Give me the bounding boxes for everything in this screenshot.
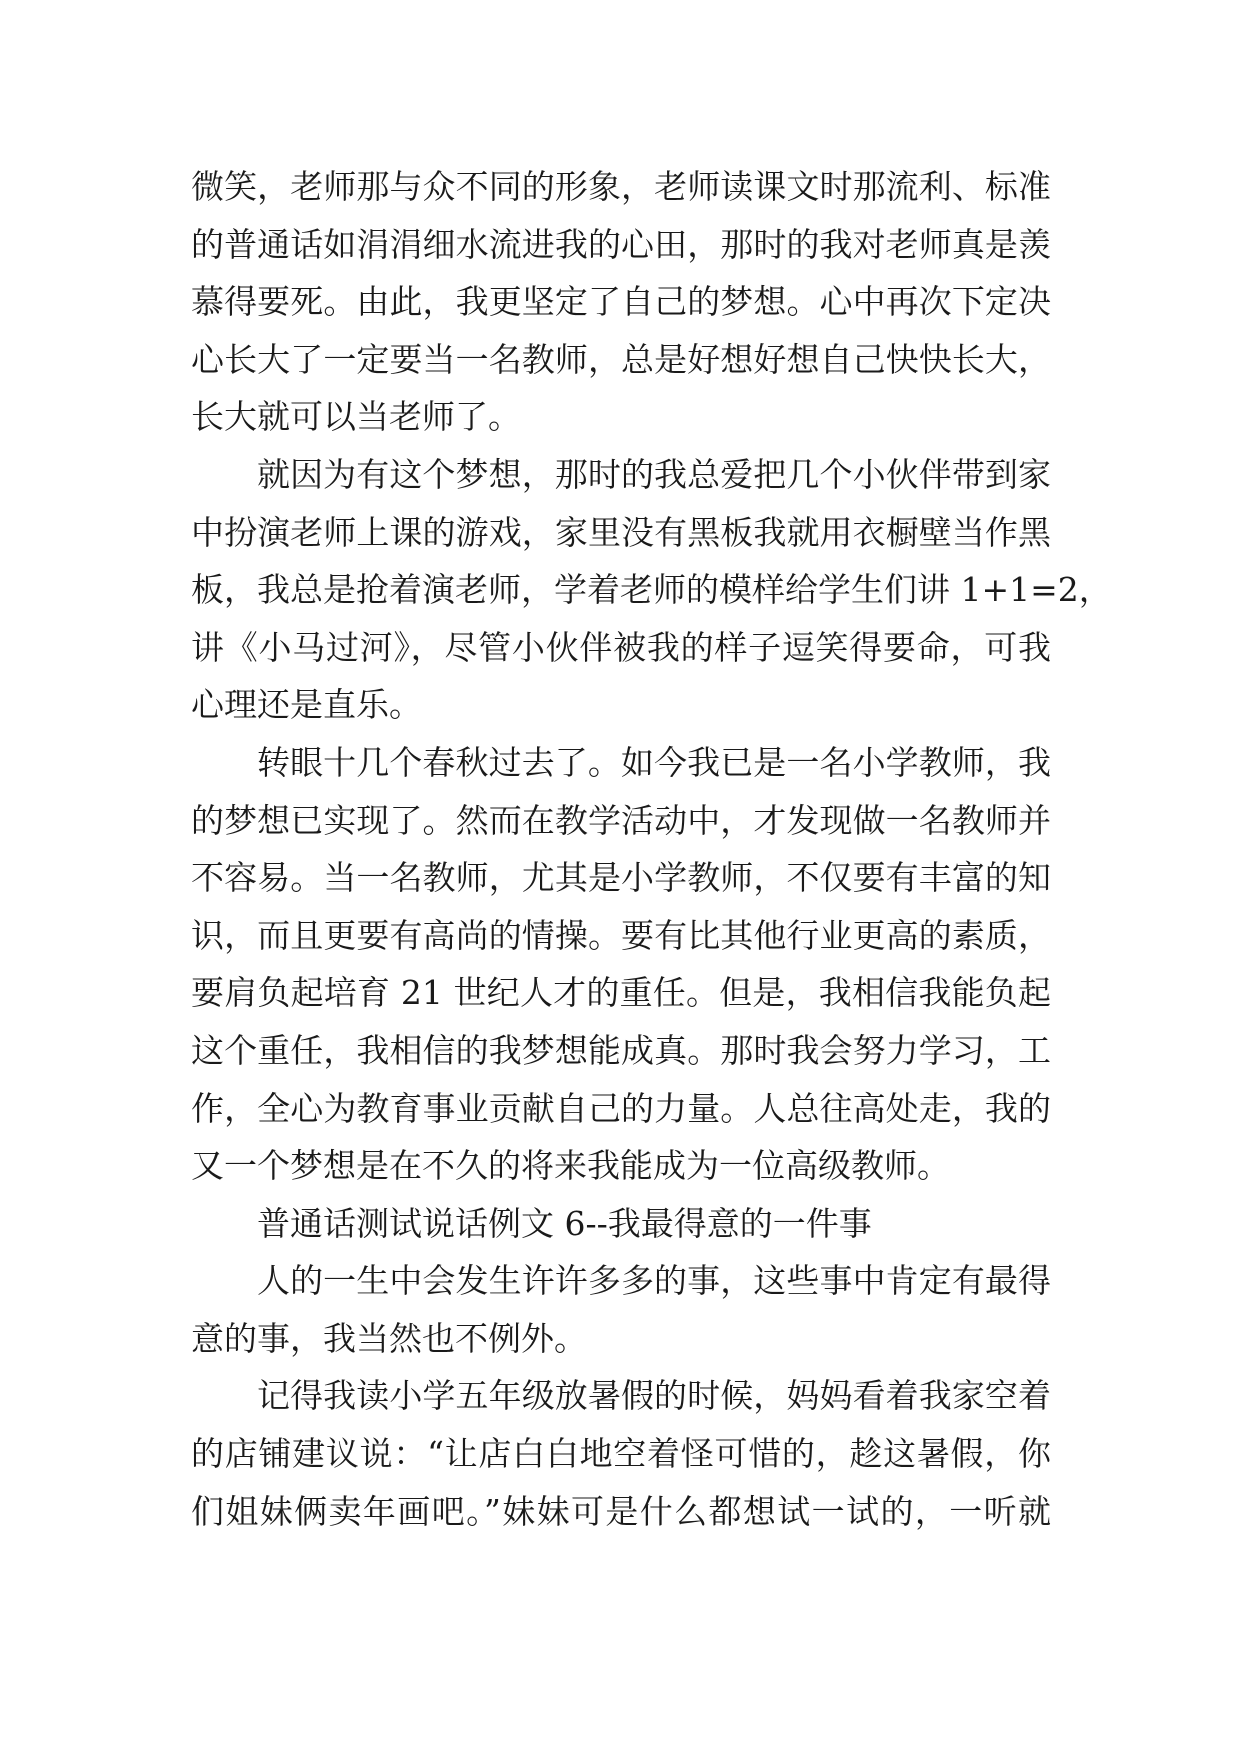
text-line: 心长大了一定要当一名教师，总是好想好想自己快快长大，: [191, 339, 1051, 379]
text-line: 普通话测试说话例文 6--我最得意的一件事: [257, 1203, 872, 1243]
text-line: 们姐妹俩卖年画吧。”妹妹可是什么都想试一试的，一听就: [191, 1491, 1051, 1531]
text-line: 的梦想已实现了。然而在教学活动中，才发现做一名教师并: [191, 800, 1051, 840]
text-line: 讲《小马过河》，尽管小伙伴被我的样子逗笑得要命，可我: [191, 627, 1051, 667]
text-line: 要肩负起培育 21 世纪人才的重任。但是，我相信我能负起: [191, 973, 1051, 1013]
text-line: 转眼十几个春秋过去了。如今我已是一名小学教师，我: [257, 742, 1051, 782]
text-line: 的普通话如涓涓细水流进我的心田，那时的我对老师真是羡: [191, 224, 1051, 264]
text-line: 人的一生中会发生许许多多的事，这些事中肯定有最得: [257, 1261, 1051, 1301]
text-line: 又一个梦想是在不久的将来我能成为一位高级教师。: [191, 1146, 950, 1186]
text-line: 识，而且更要有高尚的情操。要有比其他行业更高的素质，: [191, 915, 1051, 955]
text-line: 的店铺建议说：“让店白白地空着怪可惜的，趁这暑假，你: [191, 1434, 1051, 1474]
text-line: 中扮演老师上课的游戏，家里没有黑板我就用衣橱壁当作黑: [191, 512, 1051, 552]
text-line: 板，我总是抢着演老师，学着老师的模样给学生们讲 1+1=2，: [191, 570, 1112, 610]
text-line: 就因为有这个梦想，那时的我总爱把几个小伙伴带到家: [257, 454, 1051, 494]
text-line: 记得我读小学五年级放暑假的时候，妈妈看着我家空着: [257, 1376, 1051, 1416]
text-line: 心理还是直乐。: [191, 685, 422, 725]
text-line: 不容易。当一名教师，尤其是小学教师，不仅要有丰富的知: [191, 858, 1051, 898]
text-line: 微笑，老师那与众不同的形象，老师读课文时那流利、标准: [191, 167, 1051, 206]
text-line: 意的事，我当然也不例外。: [191, 1318, 587, 1358]
text-line: 长大就可以当老师了。: [191, 397, 521, 437]
text-line: 作，全心为教育事业贡献自己的力量。人总往高处走，我的: [191, 1088, 1051, 1128]
document-body: [191, 158, 1112, 1540]
text-line: 这个重任，我相信的我梦想能成真。那时我会努力学习，工: [191, 1030, 1051, 1070]
text-line: 慕得要死。由此，我更坚定了自己的梦想。心中再次下定决: [191, 282, 1051, 322]
